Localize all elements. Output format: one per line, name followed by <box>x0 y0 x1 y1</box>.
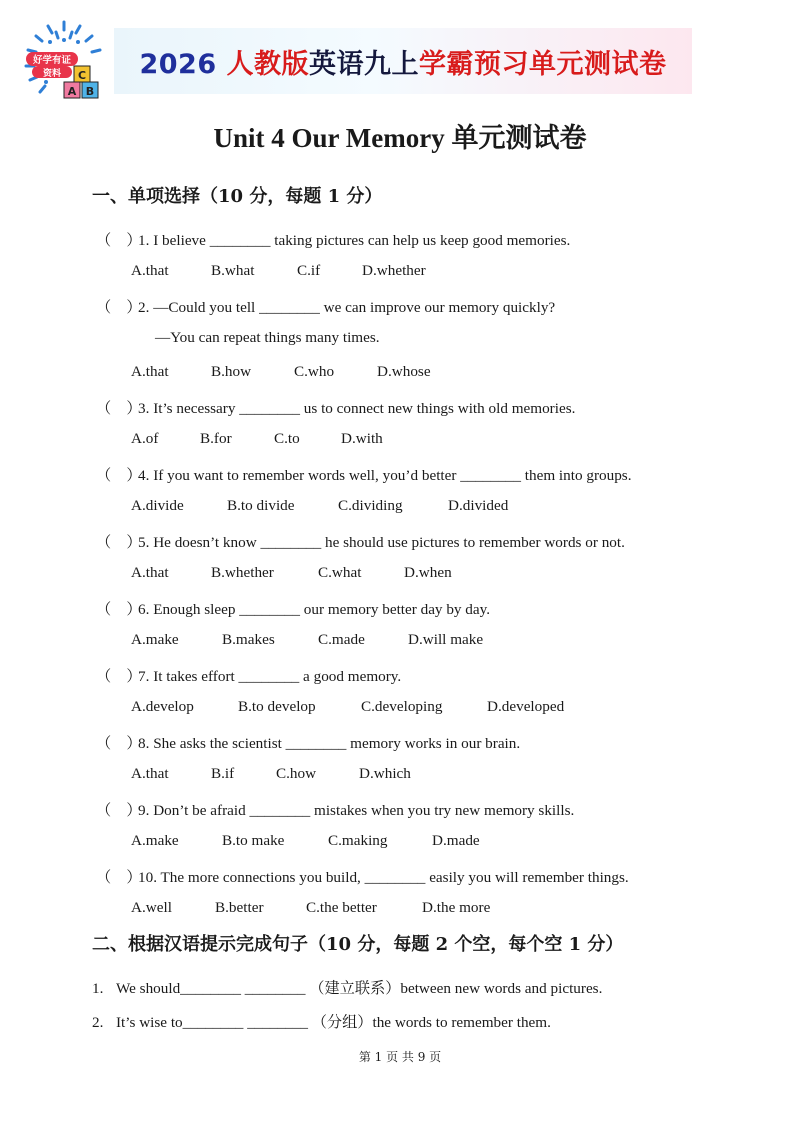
option-c[interactable]: C.what <box>318 564 362 581</box>
options-7 <box>131 698 564 716</box>
question-text: 2. —Could you tell ________ we can improve our memory quickly? <box>138 299 556 316</box>
logo-letter-c: C <box>77 69 87 82</box>
fill-item-2 <box>92 1011 551 1032</box>
options-1 <box>131 262 426 280</box>
option-b[interactable]: B.to make <box>222 832 285 849</box>
option-a[interactable]: A.well <box>131 899 172 916</box>
page-footer: 第 1 页 共 9 页 <box>358 1050 442 1064</box>
option-d[interactable]: D.with <box>341 430 383 447</box>
option-a[interactable]: A.that <box>131 564 169 581</box>
answer-parens[interactable]: （ ） <box>96 668 142 685</box>
options-6 <box>131 631 483 649</box>
item-text[interactable]: It’s wise to________ ________ （分组）the words to remember them. <box>116 1014 551 1031</box>
banner-subject: 英语九上 <box>309 48 420 80</box>
answer-parens[interactable]: （ ） <box>96 534 142 551</box>
option-c[interactable]: C.developing <box>361 698 443 715</box>
question-5 <box>96 531 625 552</box>
option-b[interactable]: B.makes <box>222 631 275 648</box>
option-c[interactable]: C.how <box>276 765 317 782</box>
question-2 <box>96 296 555 317</box>
question-6 <box>96 598 490 619</box>
option-b[interactable]: B.to divide <box>227 497 295 514</box>
question-text: 10. The more connections you build, ________ easily you will remember things. <box>138 869 629 886</box>
option-c[interactable]: C.the better <box>306 899 377 916</box>
banner-title <box>139 42 666 81</box>
option-a[interactable]: A.that <box>131 765 169 782</box>
logo-text-1: 好学有证 <box>32 55 72 66</box>
question-1 <box>96 229 570 250</box>
question-text: 9. Don’t be afraid ________ mistakes when you try new memory skills. <box>138 802 575 819</box>
page-title: Unit 4 Our Memory 单元测试卷 <box>213 123 587 153</box>
question-text: 4. If you want to remember words well, you’d better ________ them into groups. <box>138 467 632 484</box>
option-b[interactable]: B.if <box>211 765 235 782</box>
option-a[interactable]: A.make <box>131 631 179 648</box>
option-b[interactable]: B.whether <box>211 564 274 581</box>
option-d[interactable]: D.will make <box>408 631 484 648</box>
option-c[interactable]: C.to <box>274 430 300 447</box>
option-a[interactable]: A.divide <box>131 497 184 514</box>
logo-text-2: 资料 <box>42 69 62 79</box>
item-number: 1. <box>92 980 104 997</box>
option-c[interactable]: C.made <box>318 631 365 648</box>
question-text: 6. Enough sleep ________ our memory better day by day. <box>138 601 491 618</box>
answer-parens[interactable]: （ ） <box>96 869 142 886</box>
fill-item-1 <box>92 977 602 998</box>
option-c[interactable]: C.who <box>294 363 335 380</box>
answer-parens[interactable]: （ ） <box>96 299 142 316</box>
options-9 <box>131 832 480 850</box>
option-a[interactable]: A.that <box>131 363 169 380</box>
option-d[interactable]: D.whether <box>362 262 426 279</box>
section-heading-1: 一、单项选择（10 分，每题 1 分） <box>92 186 383 207</box>
option-c[interactable]: C.making <box>328 832 388 849</box>
option-d[interactable]: D.when <box>404 564 452 581</box>
options-4 <box>131 497 508 515</box>
answer-parens[interactable]: （ ） <box>96 802 142 819</box>
question-2-reply: —You can repeat things many times. <box>155 329 380 346</box>
question-7 <box>96 665 401 686</box>
options-3 <box>131 430 383 448</box>
header-banner <box>114 28 692 94</box>
question-text: 5. He doesn’t know ________ he should use pictures to remember words or not. <box>138 534 625 551</box>
option-a[interactable]: A.of <box>131 430 159 447</box>
options-2 <box>131 363 431 381</box>
answer-parens[interactable]: （ ） <box>96 232 142 249</box>
logo-letter-a: A <box>67 85 77 98</box>
option-d[interactable]: D.developed <box>487 698 565 715</box>
question-8 <box>96 732 520 753</box>
section-heading-2: 二、根据汉语提示完成句子（10 分，每题 2 个空，每个空 1 分） <box>92 934 624 955</box>
options-5 <box>131 564 452 582</box>
answer-parens[interactable]: （ ） <box>96 735 142 752</box>
logo-letter-b: B <box>85 85 95 98</box>
option-d[interactable]: D.the more <box>422 899 491 916</box>
option-d[interactable]: D.which <box>359 765 411 782</box>
option-b[interactable]: B.what <box>211 262 255 279</box>
question-10 <box>96 866 629 887</box>
option-b[interactable]: B.better <box>215 899 264 916</box>
answer-parens[interactable]: （ ） <box>96 467 142 484</box>
options-8 <box>131 765 411 783</box>
banner-year: 2026 <box>139 48 227 80</box>
option-a[interactable]: A.that <box>131 262 169 279</box>
banner-publisher: 人教版 <box>226 48 310 80</box>
answer-parens[interactable]: （ ） <box>96 601 142 618</box>
question-text: 7. It takes effort ________ a good memory. <box>138 668 402 685</box>
option-a[interactable]: A.develop <box>131 698 194 715</box>
options-10 <box>131 899 490 917</box>
question-9 <box>96 799 574 820</box>
logo-icon <box>18 18 110 104</box>
question-text: 1. I believe ________ taking pictures can help us keep good memories. <box>138 232 571 249</box>
option-b[interactable]: B.to develop <box>238 698 316 715</box>
option-b[interactable]: B.how <box>211 363 252 380</box>
option-d[interactable]: D.divided <box>448 497 509 514</box>
question-text: 3. It’s necessary ________ us to connect new things with old memories. <box>138 400 576 417</box>
option-c[interactable]: C.dividing <box>338 497 403 514</box>
option-d[interactable]: D.made <box>432 832 480 849</box>
logo <box>18 18 110 104</box>
answer-parens[interactable]: （ ） <box>96 400 142 417</box>
banner-series: 学霸预习单元测试卷 <box>419 48 667 80</box>
item-number: 2. <box>92 1014 104 1031</box>
option-b[interactable]: B.for <box>200 430 232 447</box>
question-4 <box>96 464 632 485</box>
option-d[interactable]: D.whose <box>377 363 431 380</box>
option-a[interactable]: A.make <box>131 832 179 849</box>
option-c[interactable]: C.if <box>297 262 321 279</box>
item-text[interactable]: We should________ ________ （建立联系）between new words and pictures. <box>116 980 603 997</box>
question-3 <box>96 397 575 418</box>
question-text: 8. She asks the scientist ________ memory works in our brain. <box>138 735 521 752</box>
